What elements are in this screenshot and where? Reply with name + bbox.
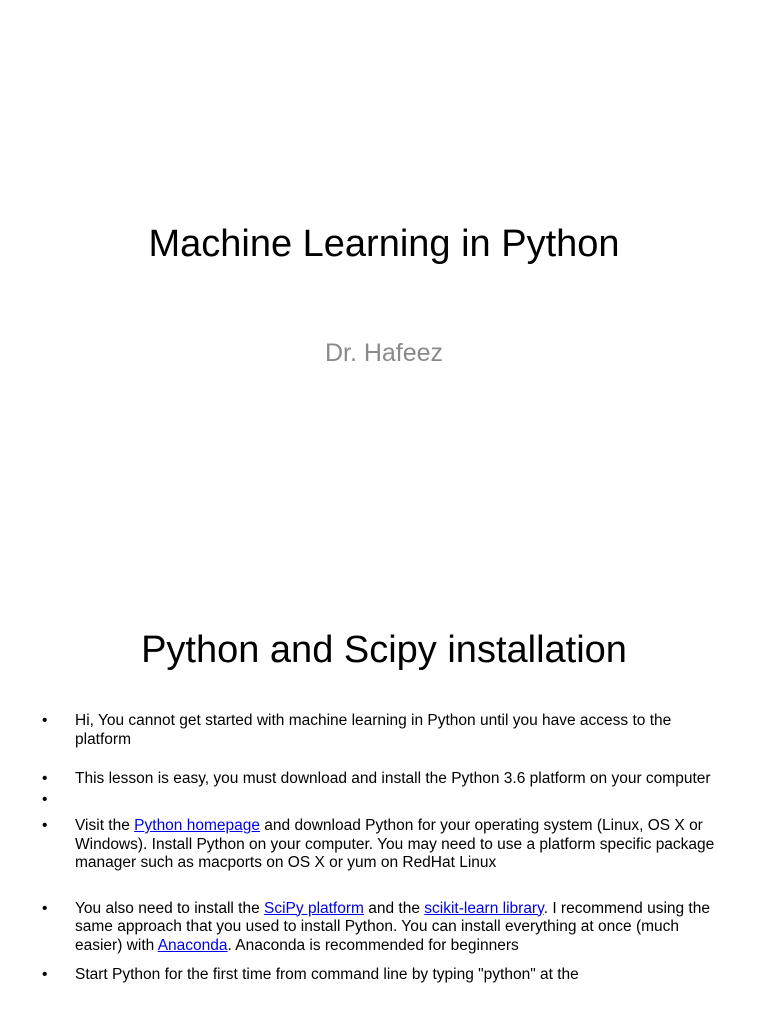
presentation-title: Machine Learning in Python bbox=[148, 223, 620, 265]
anaconda-link[interactable]: Anaconda bbox=[157, 936, 228, 954]
list-item bbox=[40, 900, 730, 956]
scikit-learn-link[interactable]: scikit-learn library bbox=[424, 899, 544, 917]
list-item bbox=[40, 791, 730, 810]
bullet-icon: • bbox=[42, 790, 48, 808]
list-item bbox=[40, 712, 730, 749]
bullet-text-post: and download Python for your operating system (Linux, OS X or Windows). Install Python on your computer. You may need to use a platform specific package manager such as macports on OS X or yum on RedHat Linux bbox=[75, 817, 715, 871]
list-item bbox=[40, 770, 730, 789]
list-item bbox=[40, 966, 730, 985]
bullet-text: Hi, You cannot get started with machine learning in Python until you have access to the platform bbox=[75, 712, 672, 748]
bullet-icon: • bbox=[42, 899, 48, 917]
author-subtitle: Dr. Hafeez bbox=[324, 339, 444, 367]
slide-title: Python and Scipy installation bbox=[141, 629, 627, 671]
bullet-text: Start Python for the first time from command line by typing "python" at the bbox=[75, 966, 579, 983]
bullet-icon: • bbox=[42, 817, 48, 834]
bullet-text-mid: and the bbox=[363, 899, 425, 917]
bullet-icon: • bbox=[42, 712, 48, 729]
bullet-icon: • bbox=[42, 770, 48, 787]
bullet-text: This lesson is easy, you must download and install the Python 3.6 platform on your computer bbox=[75, 770, 711, 787]
bullet-text-post: . Anaconda is recommended for beginners bbox=[227, 936, 519, 954]
bullet-text-pre: You also need to install the bbox=[75, 899, 265, 917]
scipy-platform-link[interactable]: SciPy platform bbox=[264, 899, 364, 917]
bullet-list bbox=[40, 712, 730, 985]
bullet-text-pre: Visit the bbox=[75, 817, 135, 834]
bullet-text-mid: . I recommend using the same approach that you used to install Python. You can install everything at once (much easier) with bbox=[75, 899, 710, 954]
list-item bbox=[40, 817, 730, 873]
installation-slide bbox=[0, 576, 768, 1024]
bullet-icon: • bbox=[42, 966, 48, 983]
python-homepage-link[interactable]: Python homepage bbox=[134, 817, 260, 834]
